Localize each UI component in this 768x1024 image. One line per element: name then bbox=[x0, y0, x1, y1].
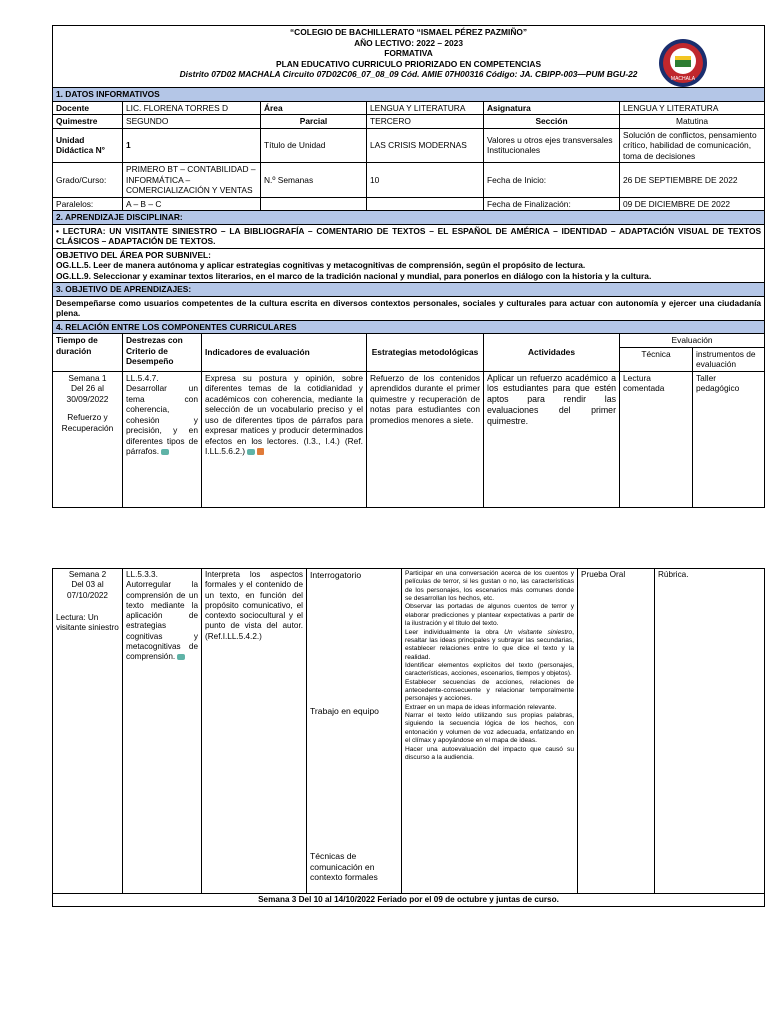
row2-destreza-code: LL.5.3.3. bbox=[126, 570, 158, 579]
row2-estrategia-3: Técnicas de comunicación en contexto formales bbox=[310, 851, 378, 883]
semana3-note: Semana 3 Del 10 al 14/10/2022 Feriado por el 09 de octubre y juntas de curso. bbox=[53, 894, 765, 907]
fecha-inicio-label: Fecha de Inicio: bbox=[484, 163, 620, 198]
area-value: LENGUA Y LITERATURA bbox=[367, 101, 484, 115]
og-ll9: OG.LL.9. Seleccionar y examinar textos literarios, en el marco de la tradición nacional y mundial, para ponerlos en diálogo con la historia y la cultura. bbox=[56, 270, 652, 281]
paralelos-empty-1 bbox=[261, 197, 367, 211]
row2-actividad-3-b: Un visitante siniestro bbox=[504, 628, 573, 636]
quimestre-label: Quimestre bbox=[53, 115, 123, 129]
row1-tipo: Refuerzo y Recuperación bbox=[61, 412, 114, 433]
row2-estrategia-2: Trabajo en equipo bbox=[310, 706, 379, 716]
link-icon bbox=[177, 654, 185, 660]
grado-label: Grado/Curso: bbox=[53, 163, 123, 198]
aprendizaje-text: • LECTURA: UN VISITANTE SINIESTRO – LA BIBLIOGRAFÍA – COMENTARIO DE TEXTOS – EL ESPAÑOL DE AMÉRICA – IDENTIDAD – ADAPTACIÓN VISUAL DE TEXTOS CLÁSICOS – ADAPTACIÓN DE TEXTOS. bbox=[53, 224, 765, 248]
row2-estrategias bbox=[307, 569, 402, 894]
link-icon bbox=[247, 449, 255, 455]
link-icon bbox=[161, 449, 169, 455]
plan-title: PLAN EDUCATIVO CURRICULO PRIORIZADO EN COMPETENCIAS bbox=[276, 58, 542, 69]
col-indicadores-header: Indicadores de evaluación bbox=[202, 334, 367, 372]
row2-lectura: Lectura: Un visitante siniestro bbox=[56, 612, 119, 632]
seccion-value: Matutina bbox=[620, 115, 765, 129]
fecha-inicio-value: 26 DE SEPTIEMBRE DE 2022 bbox=[620, 163, 765, 198]
paralelos-label: Paralelos: bbox=[53, 197, 123, 211]
og-ll5: OG.LL.5. Leer de manera autónoma y aplicar estrategias cognitivas y metacognitivas de comprensión, según el propósito de lectura. bbox=[56, 260, 586, 270]
row2-actividades bbox=[402, 569, 578, 894]
row2-actividad-3-c: , resaltar las ideas principales y subrayar las secundarias, establecer relaciones entre lo que dice el texto y la realidad. bbox=[405, 628, 574, 661]
row2-actividad-3 bbox=[405, 629, 574, 662]
area-label: Área bbox=[261, 101, 367, 115]
academic-year: AÑO LECTIVO: 2022 – 2023 bbox=[354, 37, 463, 48]
row1-estrategia: Refuerzo de los contenidos aprendidos durante el primer quimestre y recuperación de notas para estudiantes con promedios menores a siete. bbox=[367, 371, 484, 507]
resource-icon bbox=[257, 448, 264, 455]
titulo-unidad-label: Título de Unidad bbox=[261, 128, 367, 163]
row1-fechas: Del 26 al 30/09/2022 bbox=[66, 383, 109, 404]
semanas-label: N.º Semanas bbox=[261, 163, 367, 198]
row2-actividad-6: Extraer en un mapa de ideas información relevante. bbox=[405, 703, 557, 711]
school-logo-icon bbox=[656, 37, 710, 89]
grado-value: PRIMERO BT – CONTABILIDAD – INFORMÁTICA – COMERCIALIZACIÓN Y VENTAS bbox=[123, 163, 261, 198]
row2-actividad-2: Observar las portadas de algunos cuentos de terror y elaborar predicciones y plantear expectativas a partir de la ilustración y el título del texto. bbox=[405, 603, 574, 628]
row1-tecnica: Lectura comentada bbox=[620, 371, 693, 507]
row2-indicador: Interpreta los aspectos formales y el contenido de un texto, en función del propósito comunicativo, el contexto sociocultural y el punto de vista del autor. (Ref.I.LL.5.4.2.) bbox=[202, 569, 307, 894]
row2-semana: Semana 2 bbox=[68, 570, 107, 579]
objetivo-aprendizaje-text: Desempeñarse como usuarios competentes de la cultura escrita en diversos contextos personales, sociales y culturales para actuar con autonomía y ejercer una ciudadanía plena. bbox=[53, 296, 765, 320]
titulo-unidad-value: LAS CRISIS MODERNAS bbox=[367, 128, 484, 163]
evaluation-type: FORMATIVA bbox=[384, 48, 433, 58]
paralelos-empty-2 bbox=[367, 197, 484, 211]
col-destrezas-header: Destrezas con Criterio de Desempeño bbox=[123, 334, 202, 372]
col-evaluacion-header: Evaluación bbox=[620, 334, 765, 348]
school-name: “COLEGIO DE BACHILLERATO “ISMAEL PÉREZ PAZMIÑO” bbox=[289, 27, 528, 37]
seccion-label: Sección bbox=[484, 115, 620, 129]
docente-label: Docente bbox=[53, 101, 123, 115]
objetivo-area-block bbox=[53, 248, 765, 283]
parcial-label: Parcial bbox=[261, 115, 367, 129]
row2-actividad-1: Participar en una conversación acerca de los cuentos y películas de terror, si les gustan o no, las características de los personajes, los escenarios más comunes donde se desarrollan los hechos, etc. bbox=[405, 570, 574, 603]
section3-title: 3. OBJETIVO DE APRENDIZAJES: bbox=[53, 283, 765, 297]
unidad-label: Unidad Didáctica N° bbox=[53, 128, 123, 163]
row2-estrategia-1: Interrogatorio bbox=[310, 570, 362, 580]
paralelos-value: A – B – C bbox=[123, 197, 261, 211]
parcial-value: TERCERO bbox=[367, 115, 484, 129]
row2-tecnica: Prueba Oral bbox=[578, 569, 655, 894]
row1-indicador bbox=[202, 371, 367, 507]
row2-actividad-4: Identificar elementos explícitos del texto (personajes, características, acciones, escenarios, tiempos y objetos). bbox=[405, 661, 574, 678]
row2-destreza bbox=[123, 569, 202, 894]
row1-semana: Semana 1 bbox=[68, 372, 107, 383]
fecha-fin-value: 09 DE DICIEMBRE DE 2022 bbox=[620, 197, 765, 211]
row2-tiempo bbox=[53, 569, 123, 894]
col-actividades-header: Actividades bbox=[484, 334, 620, 372]
row2-actividad-5: Establecer secuencias de acciones, relaciones de antecedente-consecuente y relacionar temporalmente personajes y acciones. bbox=[405, 678, 574, 703]
logo-text: MACHALA bbox=[670, 76, 696, 82]
col-tiempo-header: Tiempo de duración bbox=[53, 334, 123, 372]
valores-label: Valores u otros ejes transversales Institucionales bbox=[484, 128, 620, 163]
row1-indicador-text: Expresa su postura y opinión, sobre diferentes temas de la cotidianidad y académicos con coherencia, mediante la selección de un vocabulario preciso y el uso de diferentes tipos de párrafos para expresar matices y producir determinados efectos en los lectores. (I.3., I.4.) (Ref. I.LL.5.6.2.) bbox=[205, 372, 363, 456]
asignatura-label: Asignatura bbox=[484, 101, 620, 115]
row2-destreza-text: Autorregular la comprensión de un texto mediante la aplicación de estrategias cognitivas y metacognitivas de comprensión. bbox=[126, 580, 198, 661]
col-tecnica-header: Técnica bbox=[620, 347, 693, 371]
row1-destreza bbox=[123, 371, 202, 507]
planning-table-page2 bbox=[52, 568, 765, 907]
quimestre-value: SEGUNDO bbox=[123, 115, 261, 129]
semanas-value: 10 bbox=[367, 163, 484, 198]
row1-destreza-text: Desarrollar un tema con coherencia, cohesión y precisión, y en diferentes tipos de párrafos. bbox=[126, 383, 198, 456]
col-instrumentos-header: instrumentos de evaluación bbox=[693, 347, 765, 371]
row2-actividad-3-a: Leer individualmente la obra bbox=[405, 628, 505, 636]
col-estrategias-header: Estrategias metodológicas bbox=[367, 334, 484, 372]
objetivo-area-title: OBJETIVO DEL ÁREA POR SUBNIVEL: bbox=[56, 249, 211, 260]
row2-actividad-8: Hacer una autoevaluación del impacto que causó su discurso a la audiencia. bbox=[405, 745, 574, 761]
unidad-value: 1 bbox=[123, 128, 261, 163]
section2-title: 2. APRENDIZAJE DISCIPLINAR: bbox=[53, 211, 765, 225]
row1-instrumento: Taller pedagógico bbox=[693, 371, 765, 507]
valores-value: Solución de conflictos, pensamiento crítico, habilidad de comunicación, toma de decisiones bbox=[620, 128, 765, 163]
row2-fechas: Del 03 al 07/10/2022 bbox=[67, 580, 108, 600]
section4-title: 4. RELACIÓN ENTRE LOS COMPONENTES CURRICULARES bbox=[53, 320, 765, 334]
section1-title: 1. DATOS INFORMATIVOS bbox=[53, 88, 765, 102]
asignatura-value: LENGUA Y LITERATURA bbox=[620, 101, 765, 115]
row1-actividad: Aplicar un refuerzo académico a los estudiantes para que estén aptos para rendir las evaluaciones del primer quimestre. bbox=[484, 371, 620, 507]
row2-actividad-7: Narrar el texto leído utilizando sus propias palabras, siguiendo la secuencia lógica de los hechos, con entonación y volumen de voz adecuada, enfatizando en el clímax y apoyándose en el mapa de ideas. bbox=[405, 712, 574, 745]
row2-instrumento: Rúbrica. bbox=[655, 569, 765, 894]
row1-tiempo bbox=[53, 371, 123, 507]
row1-destreza-code: LL.5.4.7. bbox=[126, 372, 159, 383]
district-info: Distrito 07D02 MACHALA Circuito 07D02C06_07_08_09 Cód. AMIE 07H00316 Código: JA. CBIPP-003—PUM BGU-22 bbox=[179, 69, 638, 79]
planning-table-page1 bbox=[52, 25, 765, 508]
fecha-fin-label: Fecha de Finalización: bbox=[484, 197, 620, 211]
docente-value: LIC. FLORENA TORRES D bbox=[123, 101, 261, 115]
